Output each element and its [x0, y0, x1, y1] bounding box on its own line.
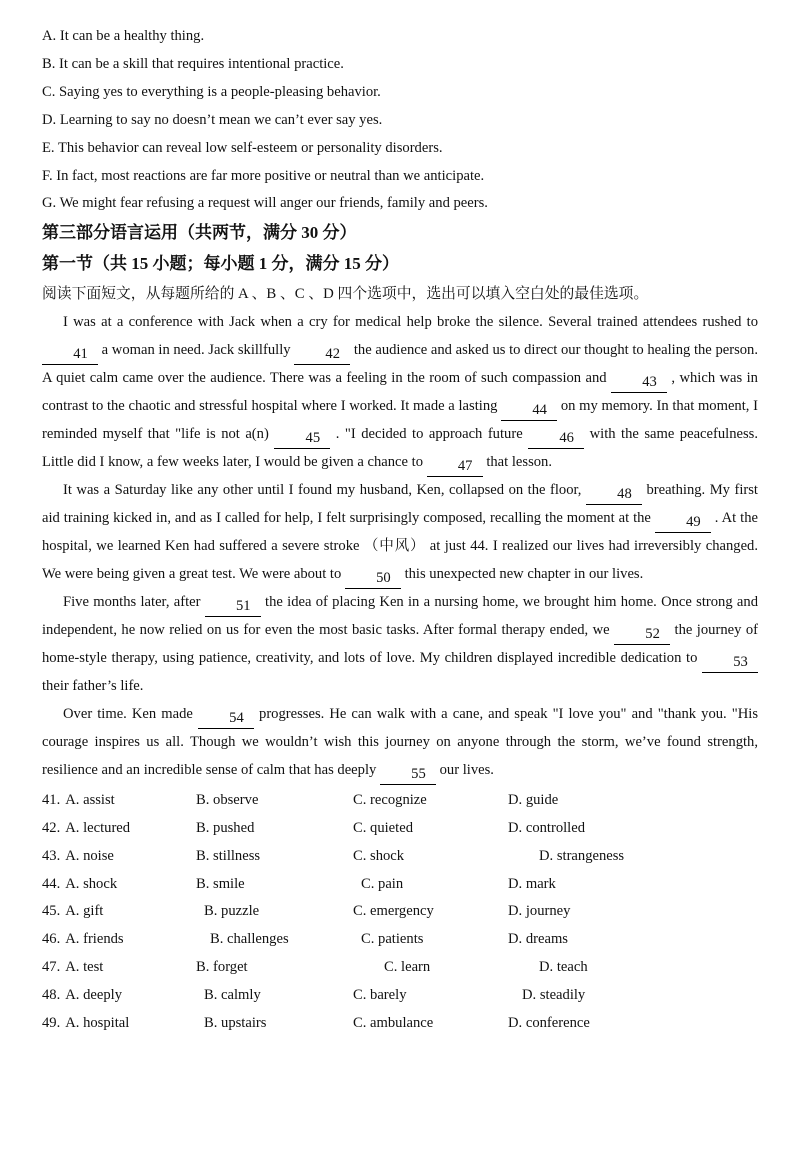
option-line-b: B. It can be a skill that requires intentional practice.: [42, 55, 344, 72]
option-b: B. upstairs: [204, 1014, 267, 1031]
option-b: B. smile: [196, 875, 245, 892]
cloze-passage: [42, 309, 758, 785]
option-b: B. challenges: [210, 931, 289, 948]
question-row-43: [42, 843, 758, 871]
option-d: D. strangeness: [539, 847, 625, 864]
option-c: C. learn: [384, 959, 431, 976]
question-number: 44.: [42, 875, 61, 892]
option-a: A. assist: [65, 791, 115, 808]
passage-paragraph-1: I was at a conference with Jack when a cry for medical help broke the silence. Several trained attendees rushed to 41 a woman in need. Jack skillfully 42 the audience and asked us to direct our thought to healing the person. A quiet calm came over the audience. There was a feeling in the room of such compassion and 43 , which was in contrast to the chaotic and stressful hospital where I worked. It made a lasting 44 on my memory. In that moment, I reminded myself that "life is not a(n) 45 . "I decided to approach future 46 with the same peacefulness. Little did I know, a few weeks later, I would be given a chance to 47 that lesson.: [42, 309, 758, 477]
option-a: A. friends: [65, 931, 124, 948]
question-options-table: [42, 787, 758, 1038]
option-c: C. barely: [353, 986, 407, 1003]
blank-55: 55: [380, 765, 436, 785]
blank-54: 54: [198, 709, 254, 729]
option-cell: [42, 815, 196, 843]
option-b: B. forget: [196, 959, 248, 976]
blank-47: 47: [427, 457, 483, 477]
option-a: A. test: [65, 959, 104, 976]
option-line-f: F. In fact, most reactions are far more positive or neutral than we anticipate.: [42, 167, 485, 184]
option-d: D. journey: [508, 903, 571, 920]
part3-section-title: 第三部分语言运用（共两节，满分 30 分）: [42, 223, 357, 243]
option-a: A. deeply: [65, 986, 122, 1003]
question-number: 46.: [42, 931, 61, 948]
question-row-41: [42, 787, 758, 815]
option-d: D. mark: [508, 875, 556, 892]
option-d: D. dreams: [508, 931, 568, 948]
option-d: D. conference: [508, 1014, 590, 1031]
blank-44: 44: [501, 401, 557, 421]
option-line-e: E. This behavior can reveal low self-esteem or personality disorders.: [42, 139, 443, 156]
option-b: B. observe: [196, 791, 259, 808]
option-a: A. shock: [65, 875, 118, 892]
question-row-49: [42, 1010, 758, 1038]
question-number: 45.: [42, 903, 61, 920]
blank-53: 53: [702, 653, 758, 673]
option-c: C. quieted: [353, 819, 413, 836]
option-cell: [42, 982, 196, 1010]
passage-paragraph-2: It was a Saturday like any other until I found my husband, Ken, collapsed on the floor, 48 breathing. My first aid training kicked in, and as I called for help, I felt surprisingly composed, recalling the moment at the 49 . At the hospital, we learned Ken had suffered a severe stroke （中风） at just 44. I realized our lives had irreversibly changed. We were being given a great test. We were about to 50 this unexpected new chapter in our lives.: [42, 477, 758, 589]
question-number: 48.: [42, 986, 61, 1003]
option-a: A. noise: [65, 847, 114, 864]
question-number: 49.: [42, 1014, 61, 1031]
blank-48: 48: [586, 485, 642, 505]
option-c: C. shock: [353, 847, 405, 864]
option-a: A. gift: [65, 903, 104, 920]
option-c: C. pain: [361, 875, 404, 892]
question-number: 43.: [42, 847, 61, 864]
question-number: 42.: [42, 819, 61, 836]
blank-52: 52: [614, 625, 670, 645]
question-number: 47.: [42, 959, 61, 976]
question-row-48: [42, 982, 758, 1010]
passage-paragraph-4: Over time. Ken made 54 progresses. He can walk with a cane, and speak "I love you" and "thank you. "His courage inspires us all. Though we wouldn’t wish this journey on anyone through the storm, we’ve found strength, resilience and an incredible sense of calm that has deeply 55 our lives.: [42, 701, 758, 785]
passage-paragraph-3: Five months later, after 51 the idea of placing Ken in a nursing home, we brought him home. Once strong and independent, he now relied on us for even the most basic tasks. After formal therapy ended, we 52 the journey of home-style therapy, using patience, creativity, and lots of love. My children displayed incredible dedication to 53 their father’s life.: [42, 594, 759, 695]
question-row-47: [42, 954, 758, 982]
section1-title: 第一节（共 15 小题；每小题 1 分，满分 15 分）: [42, 253, 399, 273]
question-row-45: [42, 898, 758, 926]
blank-46: 46: [528, 429, 584, 449]
option-cell: [42, 871, 196, 899]
blank-50: 50: [345, 569, 401, 589]
option-line-c: C. Saying yes to everything is a people-pleasing behavior.: [42, 83, 381, 100]
option-line-g: G. We might fear refusing a request will anger our friends, family and peers.: [42, 195, 488, 212]
option-c: C. ambulance: [353, 1014, 434, 1031]
option-b: B. pushed: [196, 819, 255, 836]
option-a: A. hospital: [65, 1014, 130, 1031]
option-b: B. puzzle: [204, 903, 260, 920]
question-row-46: [42, 926, 758, 954]
option-cell: [42, 1010, 196, 1038]
question-row-44: [42, 871, 758, 899]
blank-42: 42: [294, 345, 350, 365]
option-line-d: D. Learning to say no doesn’t mean we can’t ever say yes.: [42, 111, 383, 128]
option-c: C. recognize: [353, 791, 427, 808]
cloze-instruction: 阅读下面短文，从每题所给的 A 、B 、C 、D 四个选项中，选出可以填入空白处的最佳选项。: [42, 286, 649, 303]
option-cell: [42, 843, 196, 871]
option-d: D. steadily: [522, 986, 586, 1003]
option-d: D. teach: [539, 959, 588, 976]
option-cell: [42, 926, 196, 954]
blank-43: 43: [611, 373, 667, 393]
blank-51: 51: [205, 597, 261, 617]
option-d: D. guide: [508, 791, 559, 808]
option-c: C. patients: [361, 931, 424, 948]
option-b: B. stillness: [196, 847, 261, 864]
blank-49: 49: [655, 513, 711, 533]
option-cell: [42, 898, 196, 926]
option-cell: [42, 954, 196, 982]
blank-45: 45: [274, 429, 330, 449]
option-c: C. emergency: [353, 903, 434, 920]
option-line-a: A. It can be a healthy thing.: [42, 28, 205, 44]
option-d: D. controlled: [508, 819, 586, 836]
blank-41: 41: [42, 345, 98, 365]
question-number: 41.: [42, 791, 61, 808]
option-cell: [42, 787, 196, 815]
option-b: B. calmly: [204, 986, 261, 1003]
option-a: A. lectured: [65, 819, 131, 836]
reading-options-list: [42, 23, 758, 218]
question-row-42: [42, 815, 758, 843]
